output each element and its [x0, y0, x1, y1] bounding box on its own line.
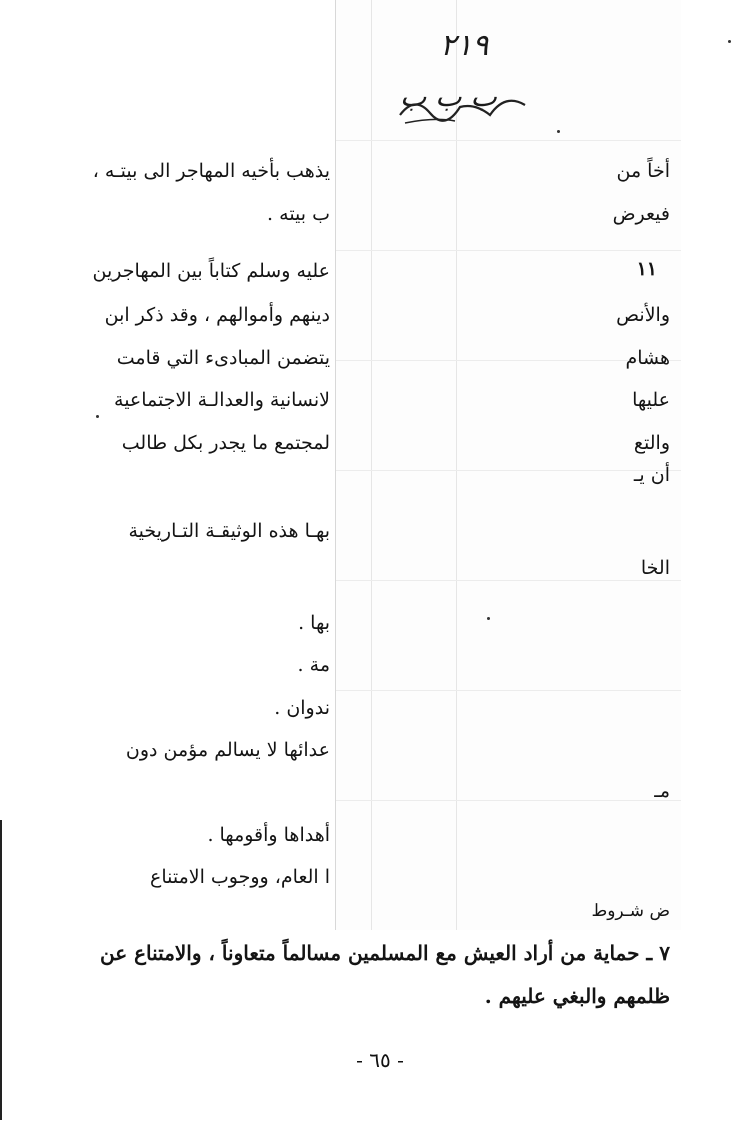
- scan-edge: [0, 820, 2, 1120]
- text-fragment: أن يـ: [633, 464, 670, 486]
- overlaid-sheet: [335, 0, 681, 930]
- text-line: لمجتمع ما يجدر بكل طالب: [121, 432, 330, 454]
- text-fragment: عليها: [632, 389, 670, 411]
- sheet-rule: [336, 690, 681, 691]
- handwritten-number: ٢١٩: [440, 28, 489, 63]
- text-line: ا العام، ووجوب الامتناع: [150, 866, 330, 888]
- text-fragment: فيعرض: [612, 203, 670, 225]
- scan-speck: [96, 415, 99, 418]
- text-line: بها .: [298, 612, 330, 634]
- text-line: ندوان .: [274, 697, 330, 719]
- text-fragment: الخا: [640, 557, 670, 579]
- handwritten-signature: ب ب ب: [400, 80, 497, 113]
- text-line: عدائها لا يسالم مؤمن دون: [125, 739, 330, 761]
- text-line: يذهب بأخيه المهاجر الى بيتـه ،: [92, 160, 330, 182]
- text-line: مة .: [297, 654, 330, 676]
- sheet-rule: [336, 470, 681, 471]
- sheet-rule: [336, 800, 681, 801]
- scan-speck: [557, 130, 560, 133]
- text-fragment: والأنص: [616, 304, 670, 326]
- text-line: دينهم وأموالهم ، وقد ذكر ابن: [104, 304, 330, 326]
- text-fragment: مـ: [654, 780, 670, 802]
- text-line: عليه وسلم كتاباً بين المهاجرين: [92, 260, 330, 282]
- text-fragment: هشام: [625, 347, 670, 369]
- text-line: يتضمن المبادىء التي قامت: [116, 347, 330, 369]
- sheet-rule: [336, 250, 681, 251]
- text-fragment: ض شـروط: [591, 901, 670, 921]
- text-line: بهـا هذه الوثيقـة التـاريخية: [128, 520, 330, 542]
- text-line: ب بيته .: [267, 203, 330, 225]
- text-fragment: والتع: [633, 432, 670, 454]
- signature-scribble-icon: [395, 85, 535, 135]
- sheet-rule: [336, 580, 681, 581]
- page-number: - ٦٥ -: [356, 1048, 404, 1072]
- text-fragment: أخاً من: [616, 160, 670, 182]
- sheet-rule: [336, 140, 681, 141]
- text-fragment: ١١: [636, 258, 657, 280]
- scan-speck: [728, 40, 731, 43]
- text-line: أهداها وأقومها .: [207, 824, 330, 846]
- text-line: لانسانية والعدالـة الاجتماعية: [114, 389, 330, 411]
- item-seven-line: ظلمهم والبغي عليهم .: [484, 984, 670, 1008]
- scan-speck: [487, 617, 490, 620]
- item-seven-line: ٧ ـ حماية من أراد العيش مع المسلمين مسالماً متعاوناً ، والامتناع عن: [99, 941, 670, 965]
